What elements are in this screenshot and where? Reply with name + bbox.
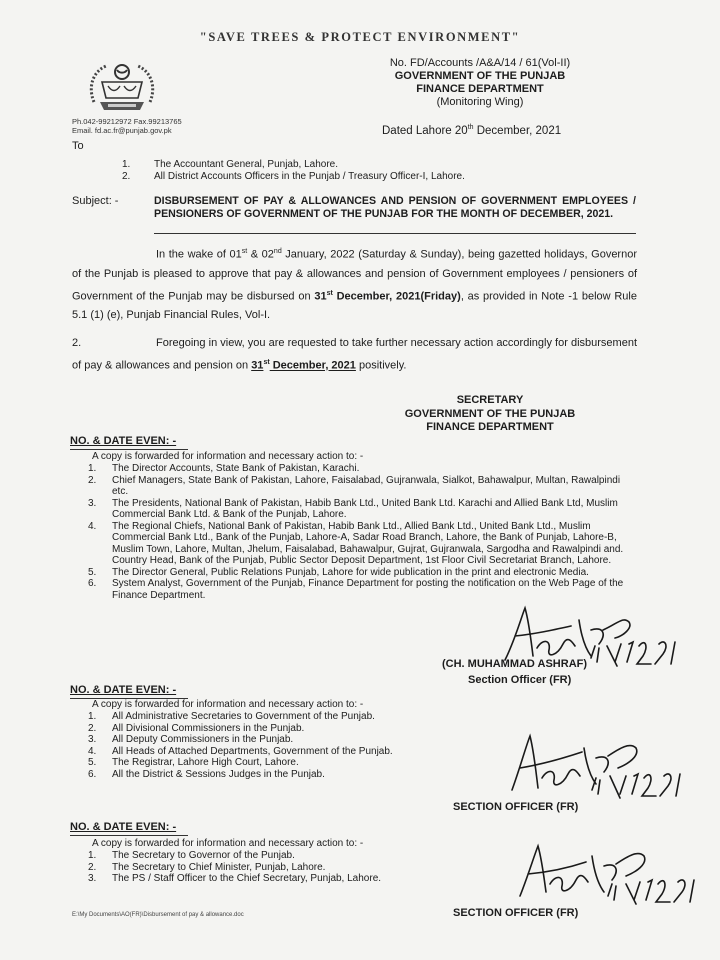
list-item: 2. Chief Managers, State Bank of Pakistan, Lahore, Faisalabad, Gujranwala, Sialkot, Bahawalpur, Multan, Rawalpindi etc. xyxy=(88,474,621,497)
motto: "SAVE TREES & PROTECT ENVIRONMENT" xyxy=(199,30,521,44)
paragraph-1: In the wake of 01st & 02nd January, 2022 (Saturday & Sunday), being gazetted holidays, Governor of the Punjab is pleased to approve that pay & allowances and pension of Government employees / pensioners of Government of the Punjab may be disbursed on 31st December, 2021(Friday), as provided in Note -1 below Rule 5.1 (1) (e), Punjab Financial Rules, Vol-I. xyxy=(72,248,637,322)
list-item: 1. All Administrative Secretaries to Government of the Punjab. xyxy=(88,711,375,722)
email: Email. fd.ac.fr@punjab.gov.pk xyxy=(72,126,172,135)
section-2-heading: NO. & DATE EVEN: - xyxy=(70,684,177,696)
list-item: 3. The Presidents, National Bank of Pakistan, Habib Bank Ltd., United Bank Ltd. Karachi and Allied Bank Ltd, Muslim Commercial Bank Ltd. & Bank of the Punjab, Lahore. xyxy=(88,497,618,520)
list-item: 4. The Regional Chiefs, National Bank of Pakistan, Habib Bank Ltd., Allied Bank Ltd., United Bank Ltd., Muslim Commercial Bank Ltd., Bank of the Punjab, Lahore-A, Sadar Road Branch, Lahore, the Bank of Punjab, Lahore-B, Muslim Town, Lahore, Multan, Jhelum, Faisalabad, Bahawalpur, Gujrat, Gujranwala, Sargodha and Rawalpindi and. Country Head, Bank of the Punjab, Public Sector Deposit Department, 1st Floor Civil Secretariat Branch, Lahore. xyxy=(88,520,624,566)
officer-name: (CH. MUHAMMAD ASHRAF) xyxy=(442,658,588,670)
officer-title-3: SECTION OFFICER (FR) xyxy=(453,907,579,919)
signature-1 xyxy=(495,600,695,685)
list-item: 2. All Divisional Commissioners in the Punjab. xyxy=(88,722,305,734)
reference-number: No. FD/Accounts /A&A/14 / 61(Vol-II) xyxy=(389,57,571,69)
section-3-list xyxy=(88,850,636,885)
list-item: 2. The Secretary to Chief Minister, Punjab, Lahore. xyxy=(88,861,326,873)
subject-text: DISBURSEMENT OF PAY & ALLOWANCES AND PENSION OF GOVERNMENT EMPLOYEES / PENSIONERS OF GOVERNMENT OF THE PUNJAB FOR THE MONTH OF DECEMBER, 2021. xyxy=(154,195,636,220)
to-label: To xyxy=(72,140,84,152)
file-path: E:\My Documents\AO(FR)\Disbursement of pay & allowance.doc xyxy=(72,912,244,918)
header-dept: FINANCE DEPARTMENT xyxy=(416,83,544,95)
list-item: 1. The Director Accounts, State Bank of Pakistan, Karachi. xyxy=(88,463,360,474)
date-line: Dated Lahore 20th December, 2021 xyxy=(382,124,562,137)
section-3-heading: NO. & DATE EVEN: - xyxy=(70,821,177,833)
list-item: 3. The PS / Staff Officer to the Chief Secretary, Punjab, Lahore. xyxy=(88,873,382,884)
secretary-block: SECRETARY GOVERNMENT OF THE PUNJAB FINANCE DEPARTMENT xyxy=(404,394,576,433)
list-item: 1. The Secretary to Governor of the Punjab. xyxy=(88,850,295,861)
contact-info xyxy=(72,117,182,135)
subject-label: Subject: - xyxy=(72,195,119,207)
list-item: 6. System Analyst, Government of the Punjab, Finance Department for posting the notification on the Web Page of the Finance Department. xyxy=(88,578,624,601)
list-item: 6. All the District & Sessions Judges in the Punjab. xyxy=(88,768,325,780)
header-govt: GOVERNMENT OF THE PUNJAB xyxy=(394,70,566,82)
phone-fax: Ph.042-99212972 Fax.99213765 xyxy=(72,117,182,126)
section-3-underline xyxy=(70,835,188,836)
section-1-list xyxy=(88,463,636,601)
header-wing: (Monitoring Wing) xyxy=(436,96,524,108)
officer-title-2: SECTION OFFICER (FR) xyxy=(453,801,579,813)
section-3-intro: A copy is forwarded for information and necessary action to: - xyxy=(92,838,364,849)
section-1-intro: A copy is forwarded for information and necessary action to: - xyxy=(92,451,364,462)
addressee-2: 2. All District Accounts Officers in the Punjab / Treasury Officer-I, Lahore. xyxy=(122,171,465,182)
section-1-heading: NO. & DATE EVEN: - xyxy=(70,435,177,447)
section-1-underline xyxy=(70,449,188,450)
addressee-1: 1. The Accountant General, Punjab, Lahore. xyxy=(122,159,339,170)
list-item: 3. All Deputy Commissioners in the Punjab. xyxy=(88,734,294,745)
section-2-list xyxy=(88,711,636,780)
officer-title-1: Section Officer (FR) xyxy=(468,674,572,686)
list-item: 4. All Heads of Attached Departments, Government of the Punjab. xyxy=(88,745,393,757)
paragraph-2: 2. Foregoing in view, you are requested to take further necessary action accordingly for disbursement of pay & allowances and pension on 31st December, 2021 positively. xyxy=(72,337,637,372)
punjab-government-logo xyxy=(86,58,158,116)
section-2-intro: A copy is forwarded for information and necessary action to: - xyxy=(92,699,364,710)
subject-underline xyxy=(154,233,636,234)
list-item: 5. The Registrar, Lahore High Court, Lahore. xyxy=(88,757,299,768)
list-item: 5. The Director General, Public Relations Punjab, Lahore for wide publication in the print and electronic Media. xyxy=(88,566,589,578)
